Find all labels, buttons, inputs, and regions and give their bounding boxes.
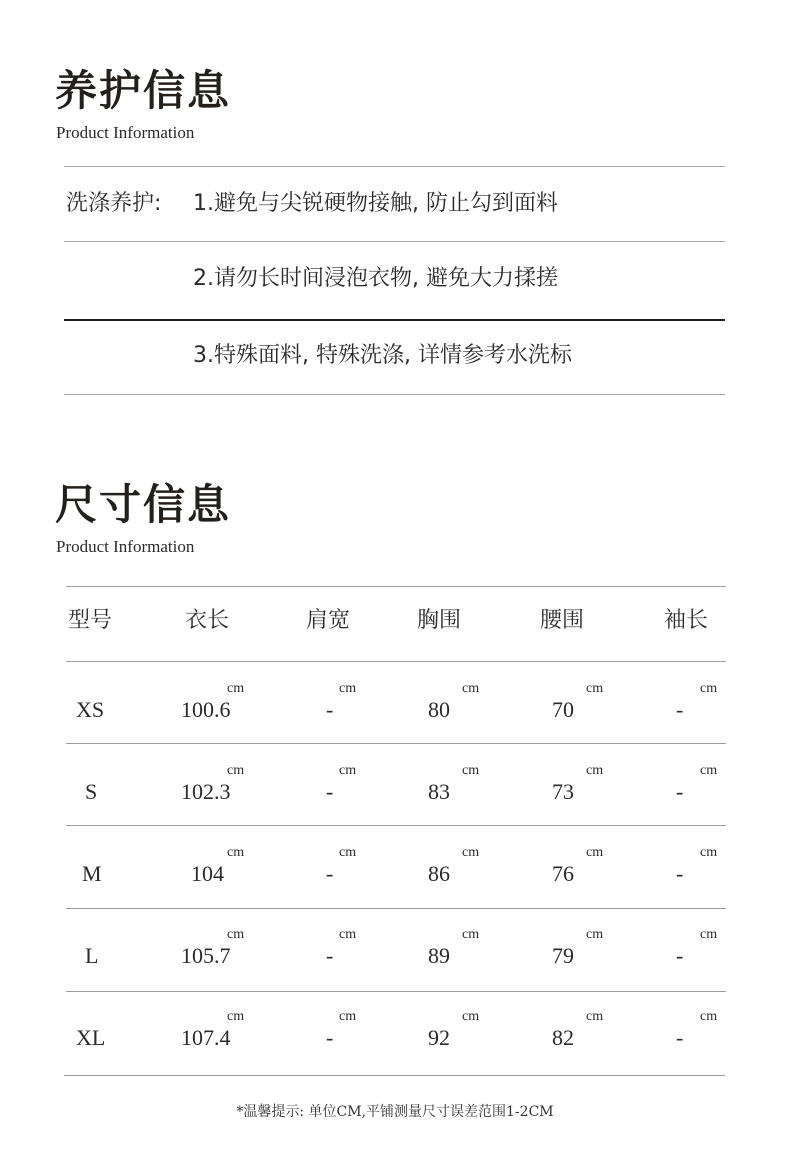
unit-label: cm [227, 927, 245, 942]
unit-label: cm [700, 845, 718, 860]
unit-label: cm [227, 681, 245, 696]
divider [64, 166, 725, 167]
sleeve-value: - [676, 697, 684, 722]
length-value: 107.4 [181, 1025, 231, 1050]
care-item-3: 3.特殊面料, 特殊洗涤, 详情参考水洗标 [193, 343, 572, 368]
chest-value: 80 [428, 697, 450, 722]
waist-value: 70 [552, 697, 574, 722]
unit-label: cm [227, 845, 245, 860]
unit-label: cm [586, 845, 604, 860]
unit-label: cm [700, 681, 718, 696]
table-bottom-rule [64, 1075, 725, 1076]
waist-value: 73 [552, 779, 574, 804]
unit-label: cm [339, 1009, 357, 1024]
shoulder-value: - [326, 861, 334, 886]
table-rule [66, 743, 726, 744]
size-note: *温馨提示: 单位CM,平铺测量尺寸误差范围1-2CM [236, 1104, 554, 1120]
care-title: 养护信息 [55, 66, 232, 115]
unit-label: cm [700, 927, 718, 942]
unit-label: cm [586, 681, 604, 696]
waist-value: 79 [552, 943, 574, 968]
chest-value: 92 [428, 1025, 450, 1050]
sleeve-value: - [676, 779, 684, 804]
shoulder-value: - [326, 1025, 334, 1050]
unit-label: cm [586, 763, 604, 778]
header-length: 衣长 [185, 608, 230, 633]
unit-label: cm [339, 927, 357, 942]
unit-label: cm [700, 763, 718, 778]
length-value: 105.7 [181, 943, 231, 968]
care-item-1: 1.避免与尖锐硬物接触, 防止勾到面料 [193, 191, 558, 216]
size-label: M [82, 861, 102, 886]
sleeve-value: - [676, 943, 684, 968]
divider [64, 394, 725, 395]
chest-value: 89 [428, 943, 450, 968]
size-label: XS [76, 697, 105, 722]
length-value: 102.3 [181, 779, 231, 804]
unit-label: cm [227, 1009, 245, 1024]
care-item-2: 2.请勿长时间浸泡衣物, 避免大力揉搓 [193, 266, 558, 291]
unit-label: cm [462, 681, 480, 696]
divider [64, 241, 725, 242]
table-rule [66, 661, 726, 662]
chest-value: 86 [428, 861, 450, 886]
unit-label: cm [586, 1009, 604, 1024]
waist-value: 76 [552, 861, 574, 886]
unit-label: cm [227, 763, 245, 778]
shoulder-value: - [326, 779, 334, 804]
sleeve-value: - [676, 861, 684, 886]
care-subtitle: Product Information [56, 123, 195, 142]
header-chest: 胸围 [417, 608, 462, 633]
table-rule [66, 908, 726, 909]
length-value: 100.6 [181, 697, 231, 722]
unit-label: cm [700, 1009, 718, 1024]
table-rule [66, 991, 726, 992]
divider [64, 319, 725, 321]
table-top-rule [66, 586, 726, 587]
shoulder-value: - [326, 943, 334, 968]
header-waist: 腰围 [540, 608, 585, 633]
unit-label: cm [339, 763, 357, 778]
sleeve-value: - [676, 1025, 684, 1050]
unit-label: cm [462, 1009, 480, 1024]
unit-label: cm [462, 845, 480, 860]
chest-value: 83 [428, 779, 450, 804]
table-rule [66, 825, 726, 826]
header-size: 型号 [68, 608, 113, 633]
unit-label: cm [339, 845, 357, 860]
unit-label: cm [462, 927, 480, 942]
unit-label: cm [339, 681, 357, 696]
size-label: L [85, 943, 99, 968]
header-shoulder: 肩宽 [306, 608, 351, 633]
unit-label: cm [462, 763, 480, 778]
waist-value: 82 [552, 1025, 574, 1050]
size-subtitle: Product Information [56, 537, 195, 556]
unit-label: cm [586, 927, 604, 942]
shoulder-value: - [326, 697, 334, 722]
size-label: S [85, 779, 98, 804]
care-label: 洗涤养护: [66, 191, 162, 216]
size-title: 尺寸信息 [55, 480, 232, 529]
header-sleeve: 袖长 [664, 608, 709, 633]
length-value: 104 [191, 861, 224, 886]
size-label: XL [76, 1025, 106, 1050]
